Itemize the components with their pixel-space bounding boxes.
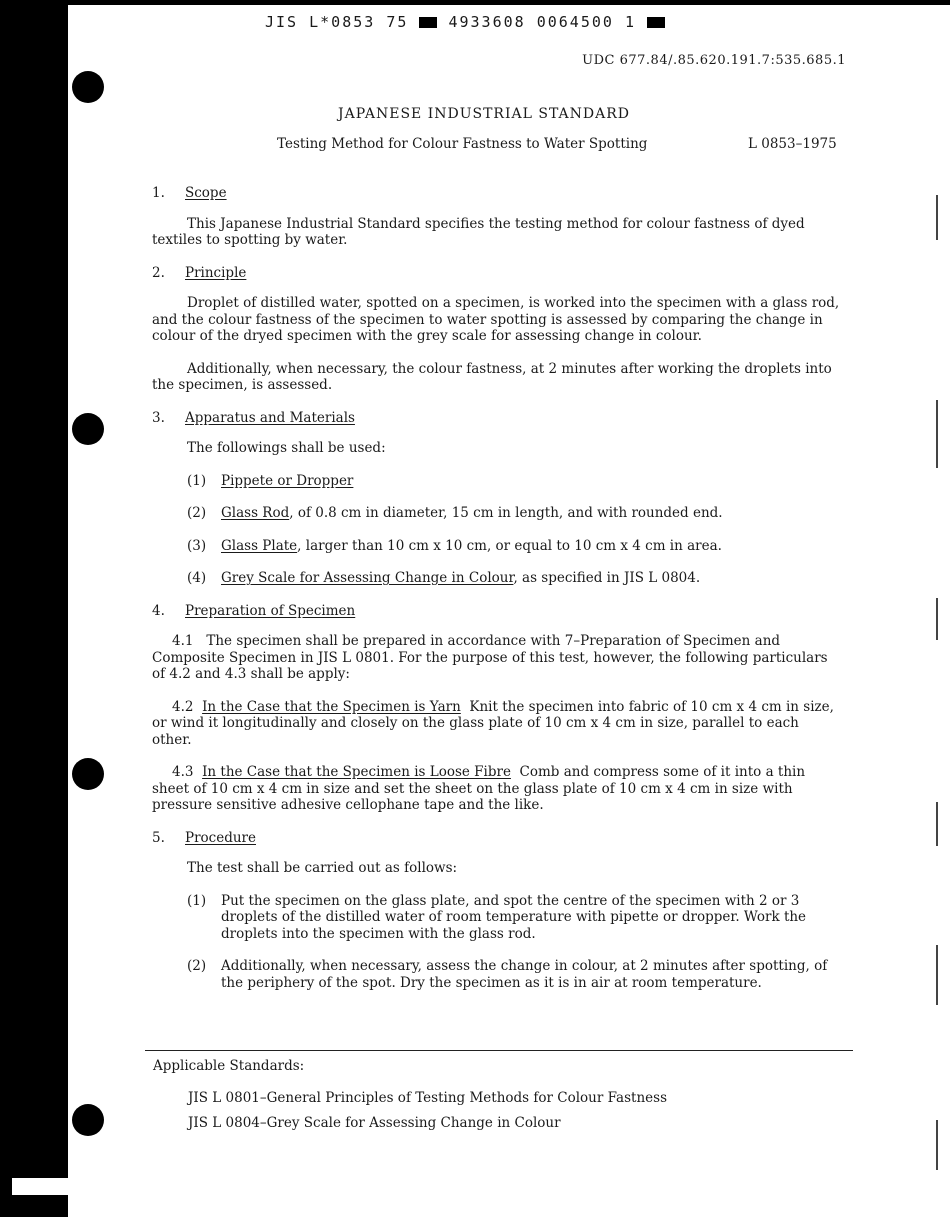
document-body bbox=[152, 185, 842, 1007]
applicable-standards bbox=[153, 1058, 667, 1140]
page-edge-mark bbox=[936, 1120, 938, 1170]
section-heading-preparation: 4. Preparation of Specimen bbox=[152, 602, 356, 619]
document-number: L 0853–1975 bbox=[748, 136, 837, 152]
list-item: (4) Grey Scale for Assessing Change in Colour, as specified in JIS L 0804. bbox=[187, 570, 701, 586]
list-item: (3) Glass Plate, larger than 10 cm x 10 cm, or equal to 10 cm x 4 cm in area. bbox=[187, 537, 722, 554]
page-edge-mark bbox=[936, 195, 938, 240]
section-heading-apparatus: 3. Apparatus and Materials bbox=[152, 409, 355, 426]
scan-notch bbox=[12, 1178, 68, 1195]
scan-border-top bbox=[68, 0, 950, 5]
page-edge-mark bbox=[936, 945, 938, 1005]
redaction-block bbox=[647, 17, 665, 28]
punch-hole-icon bbox=[72, 413, 104, 445]
document-title: Testing Method for Colour Fastness to Water Spotting bbox=[277, 136, 648, 152]
section-heading-procedure: 5. Procedure bbox=[152, 829, 256, 846]
scan-border-left bbox=[0, 0, 68, 1217]
page-edge-mark bbox=[936, 400, 938, 468]
punch-hole-icon bbox=[72, 71, 104, 103]
standard-reference: JIS L 0801–General Principles of Testing Methods for Colour Fastness bbox=[188, 1090, 667, 1106]
document-control-code: JIS L*0853 75 4933608 0064500 1 bbox=[265, 13, 665, 31]
udc-code: UDC 677.84/.85.620.191.7:535.685.1 bbox=[582, 53, 846, 68]
punch-hole-icon bbox=[72, 1104, 104, 1136]
procedure-intro: The test shall be carried out as follows: bbox=[187, 860, 458, 876]
standard-title: JAPANESE INDUSTRIAL STANDARD bbox=[338, 106, 630, 122]
scan-border-bottom bbox=[0, 1195, 66, 1217]
list-item: (1) Pippete or Dropper bbox=[187, 472, 354, 489]
principle-paragraph: Additionally, when necessary, the colour fastness, at 2 minutes after working the droplets into the specimen, is assessed. bbox=[152, 360, 832, 393]
page-edge-mark bbox=[936, 598, 938, 640]
standard-reference: JIS L 0804–Grey Scale for Assessing Change in Colour bbox=[188, 1115, 561, 1131]
clause-4-2: 4.2 In the Case that the Specimen is Yarn Knit the specimen into fabric of 10 cm x 4 cm in size, or wind it longitudinally and closely on the glass plate of 10 cm x 4 cm in size, parallel to each other. bbox=[152, 698, 834, 748]
applicable-standards-label: Applicable Standards: bbox=[153, 1058, 305, 1074]
scope-text: This Japanese Industrial Standard specifies the testing method for colour fastness of dyed textiles to spotting by water. bbox=[152, 215, 805, 248]
principle-paragraph: Droplet of distilled water, spotted on a specimen, is worked into the specimen with a glass rod, and the colour fastness of the specimen to water spotting is assessed by comparing the change in colour of the dryed specimen with the grey scale for assessing change in colour. bbox=[152, 295, 840, 344]
section-heading-principle: 2. Principle bbox=[152, 264, 247, 281]
page-edge-mark bbox=[936, 802, 938, 846]
clause-4-1: 4.1 The specimen shall be prepared in accordance with 7–Preparation of Specimen and Composite Specimen in JIS L 0801. For the purpose of this test, however, the following particulars of 4.2 and 4.3 shall be apply: bbox=[152, 633, 828, 682]
redaction-block bbox=[419, 17, 437, 28]
section-heading-scope: 1. Scope bbox=[152, 185, 227, 201]
footnote-divider bbox=[145, 1050, 853, 1051]
apparatus-intro: The followings shall be used: bbox=[187, 440, 386, 456]
list-item: (1) Put the specimen on the glass plate, and spot the centre of the specimen with 2 or 3 droplets of the distilled water of room temperature with pipette or dropper. Work the droplets into the specimen with the glass rod. bbox=[187, 892, 807, 942]
punch-hole-icon bbox=[72, 758, 104, 790]
list-item: (2) Additionally, when necessary, assess the change in colour, at 2 minutes after spotting, of the periphery of the spot. Dry the specimen as it is in air at room temperature. bbox=[187, 958, 828, 991]
clause-4-3: 4.3 In the Case that the Specimen is Loose Fibre Comb and compress some of it into a thin sheet of 10 cm x 4 cm in size and set the sheet on the glass plate of 10 cm x 4 cm in size with pressure sensitive adhesive cellophane tape and the like. bbox=[152, 764, 806, 813]
list-item: (2) Glass Rod, of 0.8 cm in diameter, 15 cm in length, and with rounded end. bbox=[187, 505, 723, 521]
